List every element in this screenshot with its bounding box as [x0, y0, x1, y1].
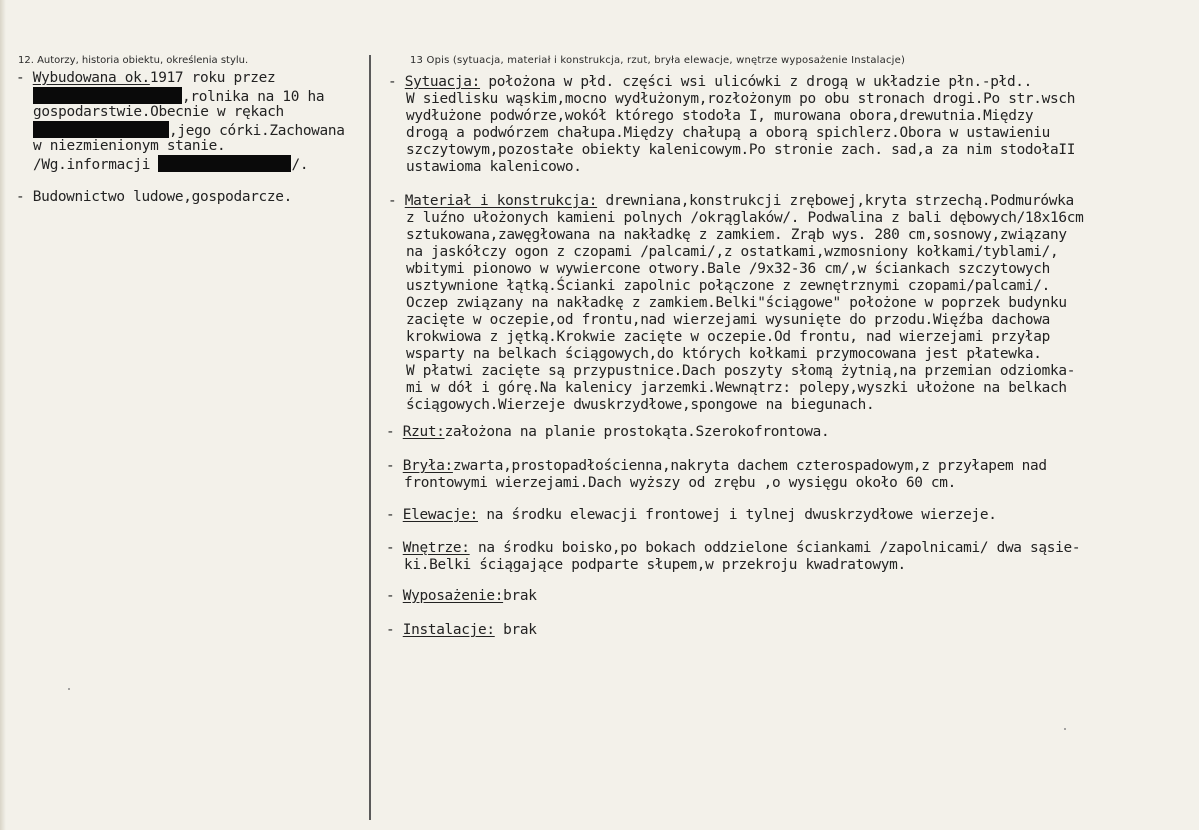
- sytuacja-label: Sytuacja:: [404, 74, 481, 90]
- material-line-3: sztukowana,zawęgłowana na nakładkę z zamkiem. Zrąb wys. 280 cm,sosnowy,związany: [406, 227, 1067, 243]
- paper-speck: [68, 688, 70, 690]
- material-line-9: krokwiowa z jętką.Krokwie zacięte w oczepie.Od frontu, nad wierzejami przyłap: [406, 329, 1051, 345]
- history-line-1: - Wybudowana ok.1917 roku przez: [16, 70, 276, 86]
- wyposazenie-line: - Wyposażenie:brak: [386, 588, 537, 604]
- material-line-4: na jaskółczy ogon z czopami /palcami/,z ostatkami,wzmosniony kołkami/tyblami/,: [406, 244, 1059, 260]
- rzut-label: Rzut:: [402, 424, 445, 440]
- material-label: Materiał i konstrukcja:: [404, 193, 598, 209]
- wyposazenie-label: Wyposażenie:: [402, 588, 504, 604]
- sytuacja-line-1: - Sytuacja: położona w płd. części wsi ulicówki z drogą w układzie płn.-płd..: [388, 74, 1033, 90]
- wnetrze-label: Wnętrze:: [402, 540, 470, 556]
- material-line-10: wsparty na belkach ściągowych,do których kołkami przymocowana jest płatewka.: [406, 346, 1042, 362]
- redacted-name: [33, 121, 169, 138]
- sytuacja-line-2: W siedlisku wąskim,mocno wydłużonym,rozłożonym po obu stronach drogi.Po str.wsch: [406, 91, 1076, 107]
- rzut-line: - Rzut:założona na planie prostokąta.Szerokofrontowa.: [386, 424, 830, 440]
- material-line-12: mi w dół i górę.Na kalenicy jarzemki.Wewnątrz: polepy,wyszki ułożone na belkach: [406, 380, 1067, 396]
- history-line-2: ,rolnika na 10 ha: [33, 87, 324, 106]
- redacted-name: [158, 155, 291, 172]
- history-line-3: gospodarstwie.Obecnie w rękach: [33, 104, 284, 120]
- wnetrze-line-1: - Wnętrze: na środku boisko,po bokach oddzielone ściankami /zapolnicami/ dwa sąsie-: [386, 540, 1081, 556]
- instalacje-line: - Instalacje: brak: [386, 622, 537, 638]
- instalacje-label: Instalacje:: [402, 622, 495, 638]
- material-line-11: W płatwi zacięte są przypustnice.Dach poszyty słomą żytnią,na przemian odziomka-: [406, 363, 1076, 379]
- material-line-5: wbitymi pionowo w wywiercone otwory.Bale /9x32-36 cm/,w ściankach szczytowych: [406, 261, 1051, 277]
- redacted-name: [33, 87, 182, 104]
- history-line-5: w niezmienionym stanie.: [33, 138, 226, 154]
- sytuacja-line-3: wydłużone podwórze,wokół którego stodoła I, murowana obora,drewutnia.Między: [406, 108, 1034, 124]
- wnetrze-line-2: ki.Belki ściągające podparte słupem,w przekroju kwadratowym.: [404, 557, 906, 573]
- elewacje-line: - Elewacje: na środku elewacji frontowej i tylnej dwuskrzydłowe wierzeje.: [386, 507, 997, 523]
- material-line-2: z luźno ułożonych kamieni polnych /okrąglaków/. Podwalina z bali dębowych/18x16cm: [406, 210, 1084, 226]
- bryla-line-1: - Bryła:zwarta,prostopadłościenna,nakryta dachem czterospadowym,z przyłapem nad: [386, 458, 1047, 474]
- material-line-8: zacięte w oczepie,od frontu,nad wierzejami wysunięte do przodu.Więźba dachowa: [406, 312, 1051, 328]
- card-edge-shadow: [0, 0, 6, 830]
- section-13-header: 13 Opis (sytuacja, materiał i konstrukcja, rzut, bryła elewacje, wnętrze wyposażenie Instalacje): [410, 55, 906, 66]
- material-line-6: usztywnione łątką.Ścianki zapolnic połączone z zewnętrznymi czopami/palcami/.: [406, 278, 1051, 294]
- material-line-13: ściągowych.Wierzeje dwuskrzydłowe,spongowe na biegunach.: [406, 397, 875, 413]
- history-line-6: /Wg.informacji /.: [33, 157, 309, 173]
- column-divider: [369, 55, 371, 820]
- sytuacja-line-5: szczytowym,pozostałe obiekty kalenicowym.Po stronie zach. sad,a za nim stodołaII: [406, 142, 1076, 158]
- section-12-header: 12. Autorzy, historia obiektu, określenia stylu.: [18, 55, 249, 66]
- bryla-label: Bryła:: [402, 458, 453, 474]
- paper-speck: [1064, 728, 1066, 730]
- material-line-1: - Materiał i konstrukcja: drewniana,konstrukcji zrębowej,kryta strzechą.Podmurówka: [388, 193, 1074, 209]
- sytuacja-line-6: ustawioma kalenicowo.: [406, 159, 582, 175]
- style-line: - Budownictwo ludowe,gospodarcze.: [16, 189, 293, 205]
- sytuacja-line-4: drogą a podwórzem chałupa.Między chałupą a oborą spichlerz.Obora w ustawieniu: [406, 125, 1051, 141]
- bryla-line-2: frontowymi wierzejami.Dach wyższy od zrębu ,o wysięgu około 60 cm.: [404, 475, 957, 491]
- history-line-4: ,jego córki.Zachowana: [33, 121, 345, 140]
- elewacje-label: Elewacje:: [402, 507, 479, 523]
- material-line-7: Oczep związany na nakładkę z zamkiem.Belki"ściągowe" położone w poprzek budynku: [406, 295, 1067, 311]
